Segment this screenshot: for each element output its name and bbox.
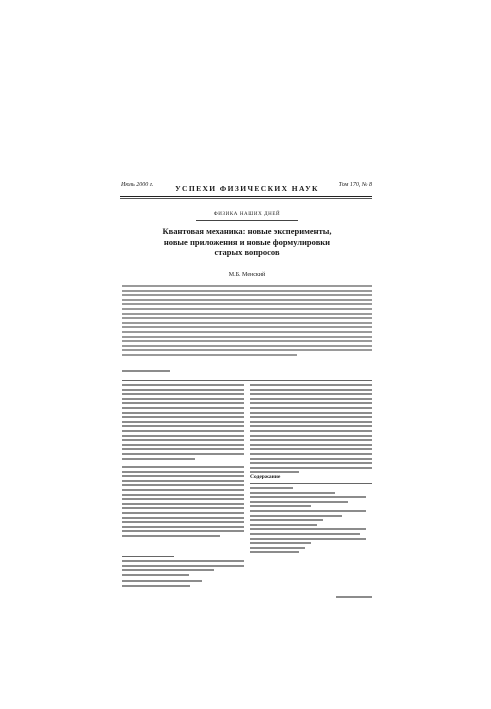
contents-rule	[250, 483, 372, 484]
section-rule	[196, 220, 298, 221]
header-rule-thin	[120, 198, 372, 199]
page-number	[322, 596, 372, 601]
paper-author: М.Б. Менский	[228, 272, 266, 278]
received-dates	[122, 580, 202, 589]
journal-title: УСПЕХИ ФИЗИЧЕСКИХ НАУК	[175, 184, 319, 193]
abstract-text	[122, 285, 372, 359]
contents-heading: Содержание	[250, 474, 281, 480]
body-left-column	[122, 384, 244, 462]
paper-title: Квантовая механика: новые эксперименты, новые приложения и новые формулировки старых вопросов	[162, 226, 332, 257]
journal-date: Июль 2000 г.	[121, 182, 154, 188]
section-heading: ФИЗИКА НАШИХ ДНЕЙ	[213, 212, 281, 217]
table-of-contents	[250, 487, 372, 556]
column-divider-rule	[122, 380, 372, 381]
journal-volume: Том 170, № 8	[338, 182, 372, 188]
footnote-rule	[122, 556, 174, 557]
header-rule	[120, 196, 372, 197]
author-footnote	[122, 560, 244, 578]
body-left-paragraph-2	[122, 466, 244, 540]
body-right-column	[250, 384, 372, 476]
pacs-line	[122, 370, 170, 375]
